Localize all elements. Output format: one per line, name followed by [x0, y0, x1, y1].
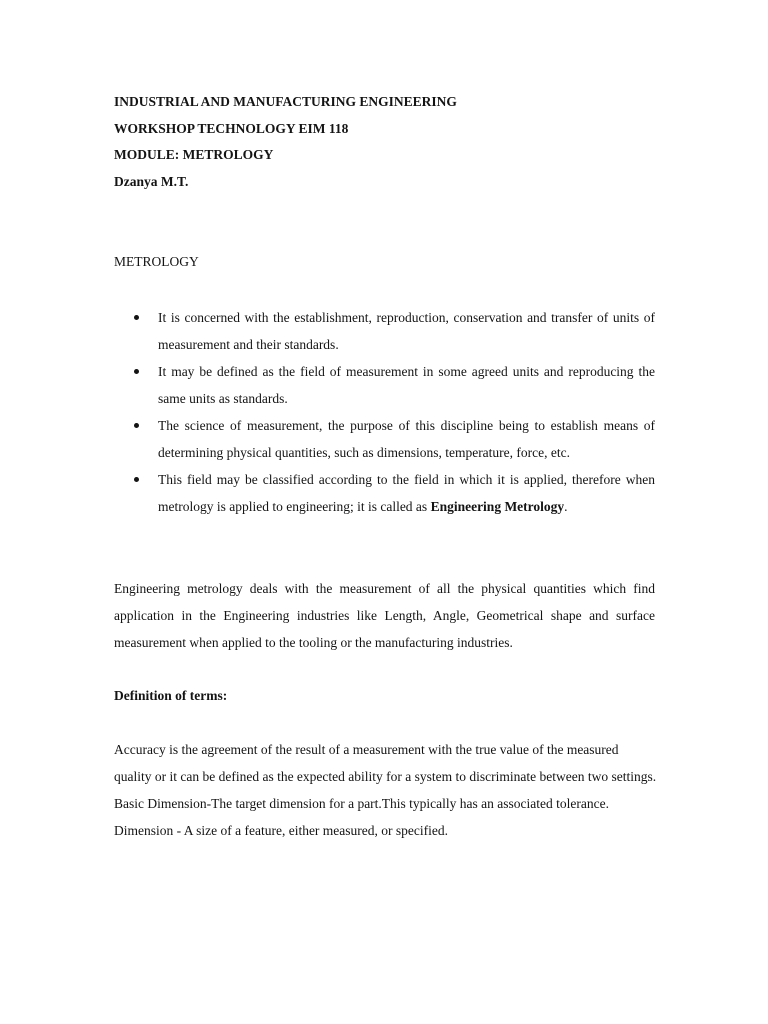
bullet-item	[114, 466, 655, 520]
bullet-text: It may be defined as the field of measurement in some agreed units and reproducing the same units as standards.	[158, 364, 655, 406]
bullet-item	[114, 412, 655, 466]
bullet-end: .	[564, 499, 568, 514]
engineering-metrology-paragraph: Engineering metrology deals with the measurement of all the physical quantities which find application in the Engineering industries like Length, Angle, Geometrical shape and surface measurement when applied to the tooling or the manufacturing industries.	[114, 581, 655, 650]
section-title: METROLOGY	[114, 254, 199, 269]
header-line-3: MODULE: METROLOGY	[114, 147, 274, 162]
header-line-2: WORKSHOP TECHNOLOGY EIM 118	[114, 121, 349, 136]
definitions-heading: Definition of terms:	[114, 688, 228, 703]
bullet-text: This field may be classified according to the field in which it is applied, therefore when metrology is applied to engineering; it is called as	[158, 472, 655, 514]
definition-accuracy: Accuracy is the agreement of the result of a measurement with the true value of the measured quality or it can be defined as the expected ability for a system to discriminate between two settings.	[114, 742, 657, 784]
definition-dimension: Dimension - A size of a feature, either measured, or specified.	[114, 823, 448, 838]
engineering-metrology-term: Engineering Metrology	[430, 499, 565, 514]
author-line: Dzanya M.T.	[114, 174, 189, 189]
bullet-item	[114, 304, 655, 358]
header-line-1: INDUSTRIAL AND MANUFACTURING ENGINEERING	[114, 94, 457, 109]
bullet-item	[114, 358, 655, 412]
bullet-dot-icon	[134, 369, 139, 374]
bullet-dot-icon	[134, 477, 139, 482]
bullet-list	[114, 304, 655, 520]
definition-basic-dimension: Basic Dimension-The target dimension for a part.This typically has an associated tolerance.	[114, 796, 609, 811]
bullet-dot-icon	[134, 423, 139, 428]
bullet-text: It is concerned with the establishment, reproduction, conservation and transfer of units of measurement and their standards.	[158, 310, 655, 352]
bullet-text: The science of measurement, the purpose of this discipline being to establish means of determining physical quantities, such as dimensions, temperature, force, etc.	[158, 418, 655, 460]
definitions-list	[114, 736, 659, 844]
bullet-dot-icon	[134, 315, 139, 320]
